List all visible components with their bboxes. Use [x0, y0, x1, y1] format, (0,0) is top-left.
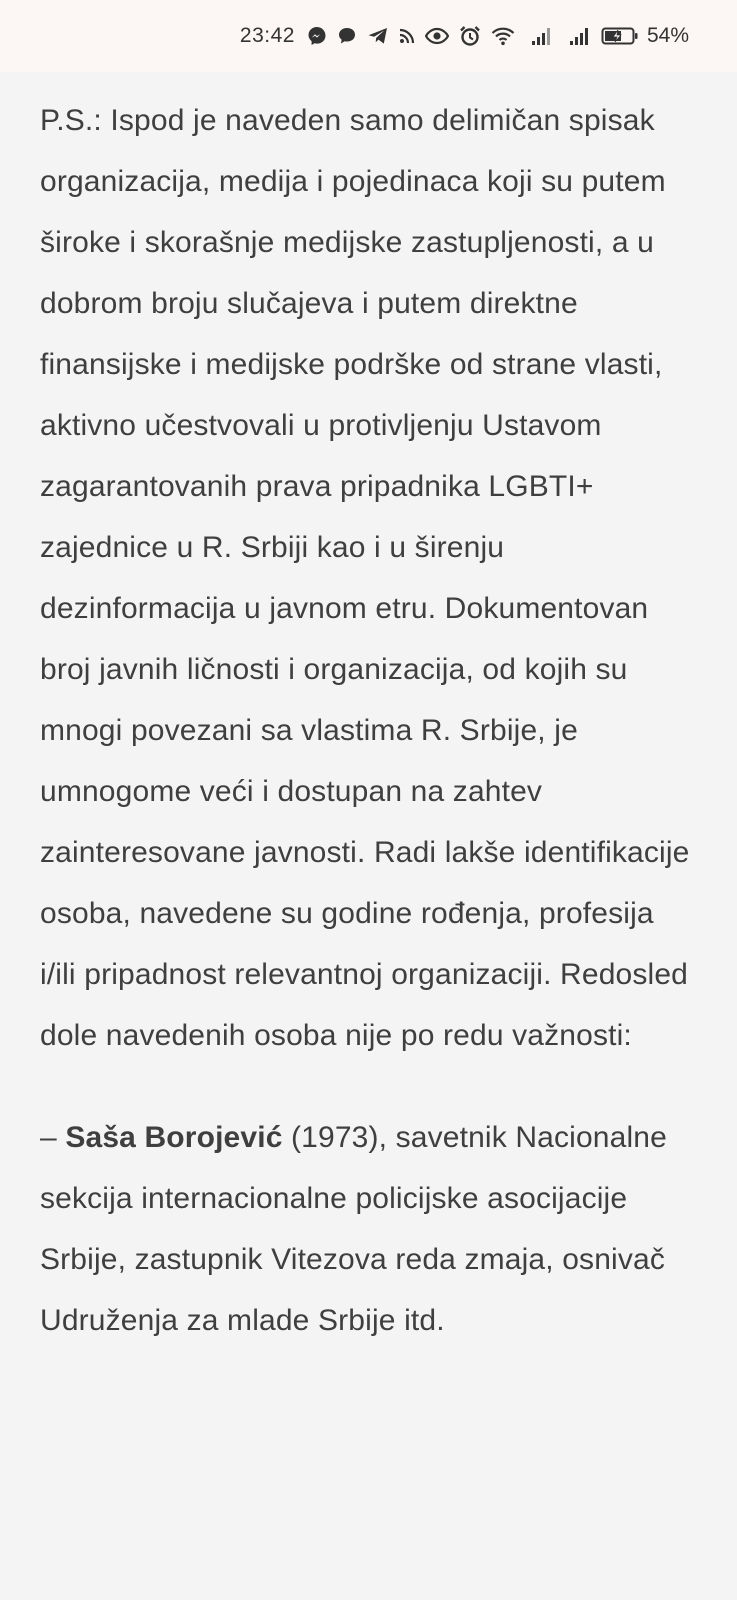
article-content	[0, 72, 737, 1351]
status-time: 23:42	[239, 24, 295, 47]
chat-icon	[337, 24, 357, 48]
messenger-icon	[307, 24, 327, 48]
status-bar	[0, 0, 737, 72]
entry-description: (1973), savetnik Nacionalne sekcija internacionalne policijske asocijacije Srbije, zastupnik Vitezova reda zmaja, osnivač Udruženja za mlade Srbije itd.	[40, 1121, 667, 1337]
article-paragraph: P.S.: Ispod je naveden samo delimičan spisak organizacija, medija i pojedinaca koji su putem široke i skorašnje medijske zastupljenosti, a u dobrom broju slučajeva i putem direktne finansijske i medijske podrške od strane vlasti, aktivno učestvovali u protivljenju Ustavom zagarantovanih prava pripadnika LGBTI+ zajednice u R. Srbiji kao i u širenju dezinformacija u javnom etru. Dokumentovan broj javnih ličnosti i organizacija, od kojih su mnogi povezani sa vlastima R. Srbije, je umnogome veći i dostupan na zahtev zainteresovane javnosti. Radi lakše identifikacije osoba, navedene su godine rođenja, profesija i/ili pripadnost relevantnoj organizaciji. Redosled dole navedenih osoba nije po redu važnosti:	[40, 104, 690, 1052]
battery-icon	[601, 24, 639, 48]
signal-icon	[531, 24, 553, 48]
list-item	[40, 1107, 697, 1351]
signal-icon	[569, 24, 591, 48]
alarm-icon	[459, 24, 481, 48]
battery-percent: 54%	[646, 24, 689, 47]
telegram-icon	[367, 24, 389, 48]
wifi-icon	[491, 24, 515, 48]
eye-icon	[425, 24, 449, 48]
rss-icon	[399, 24, 415, 48]
entry-prefix: –	[40, 1121, 66, 1154]
entry-name: Saša Borojević	[65, 1121, 283, 1154]
